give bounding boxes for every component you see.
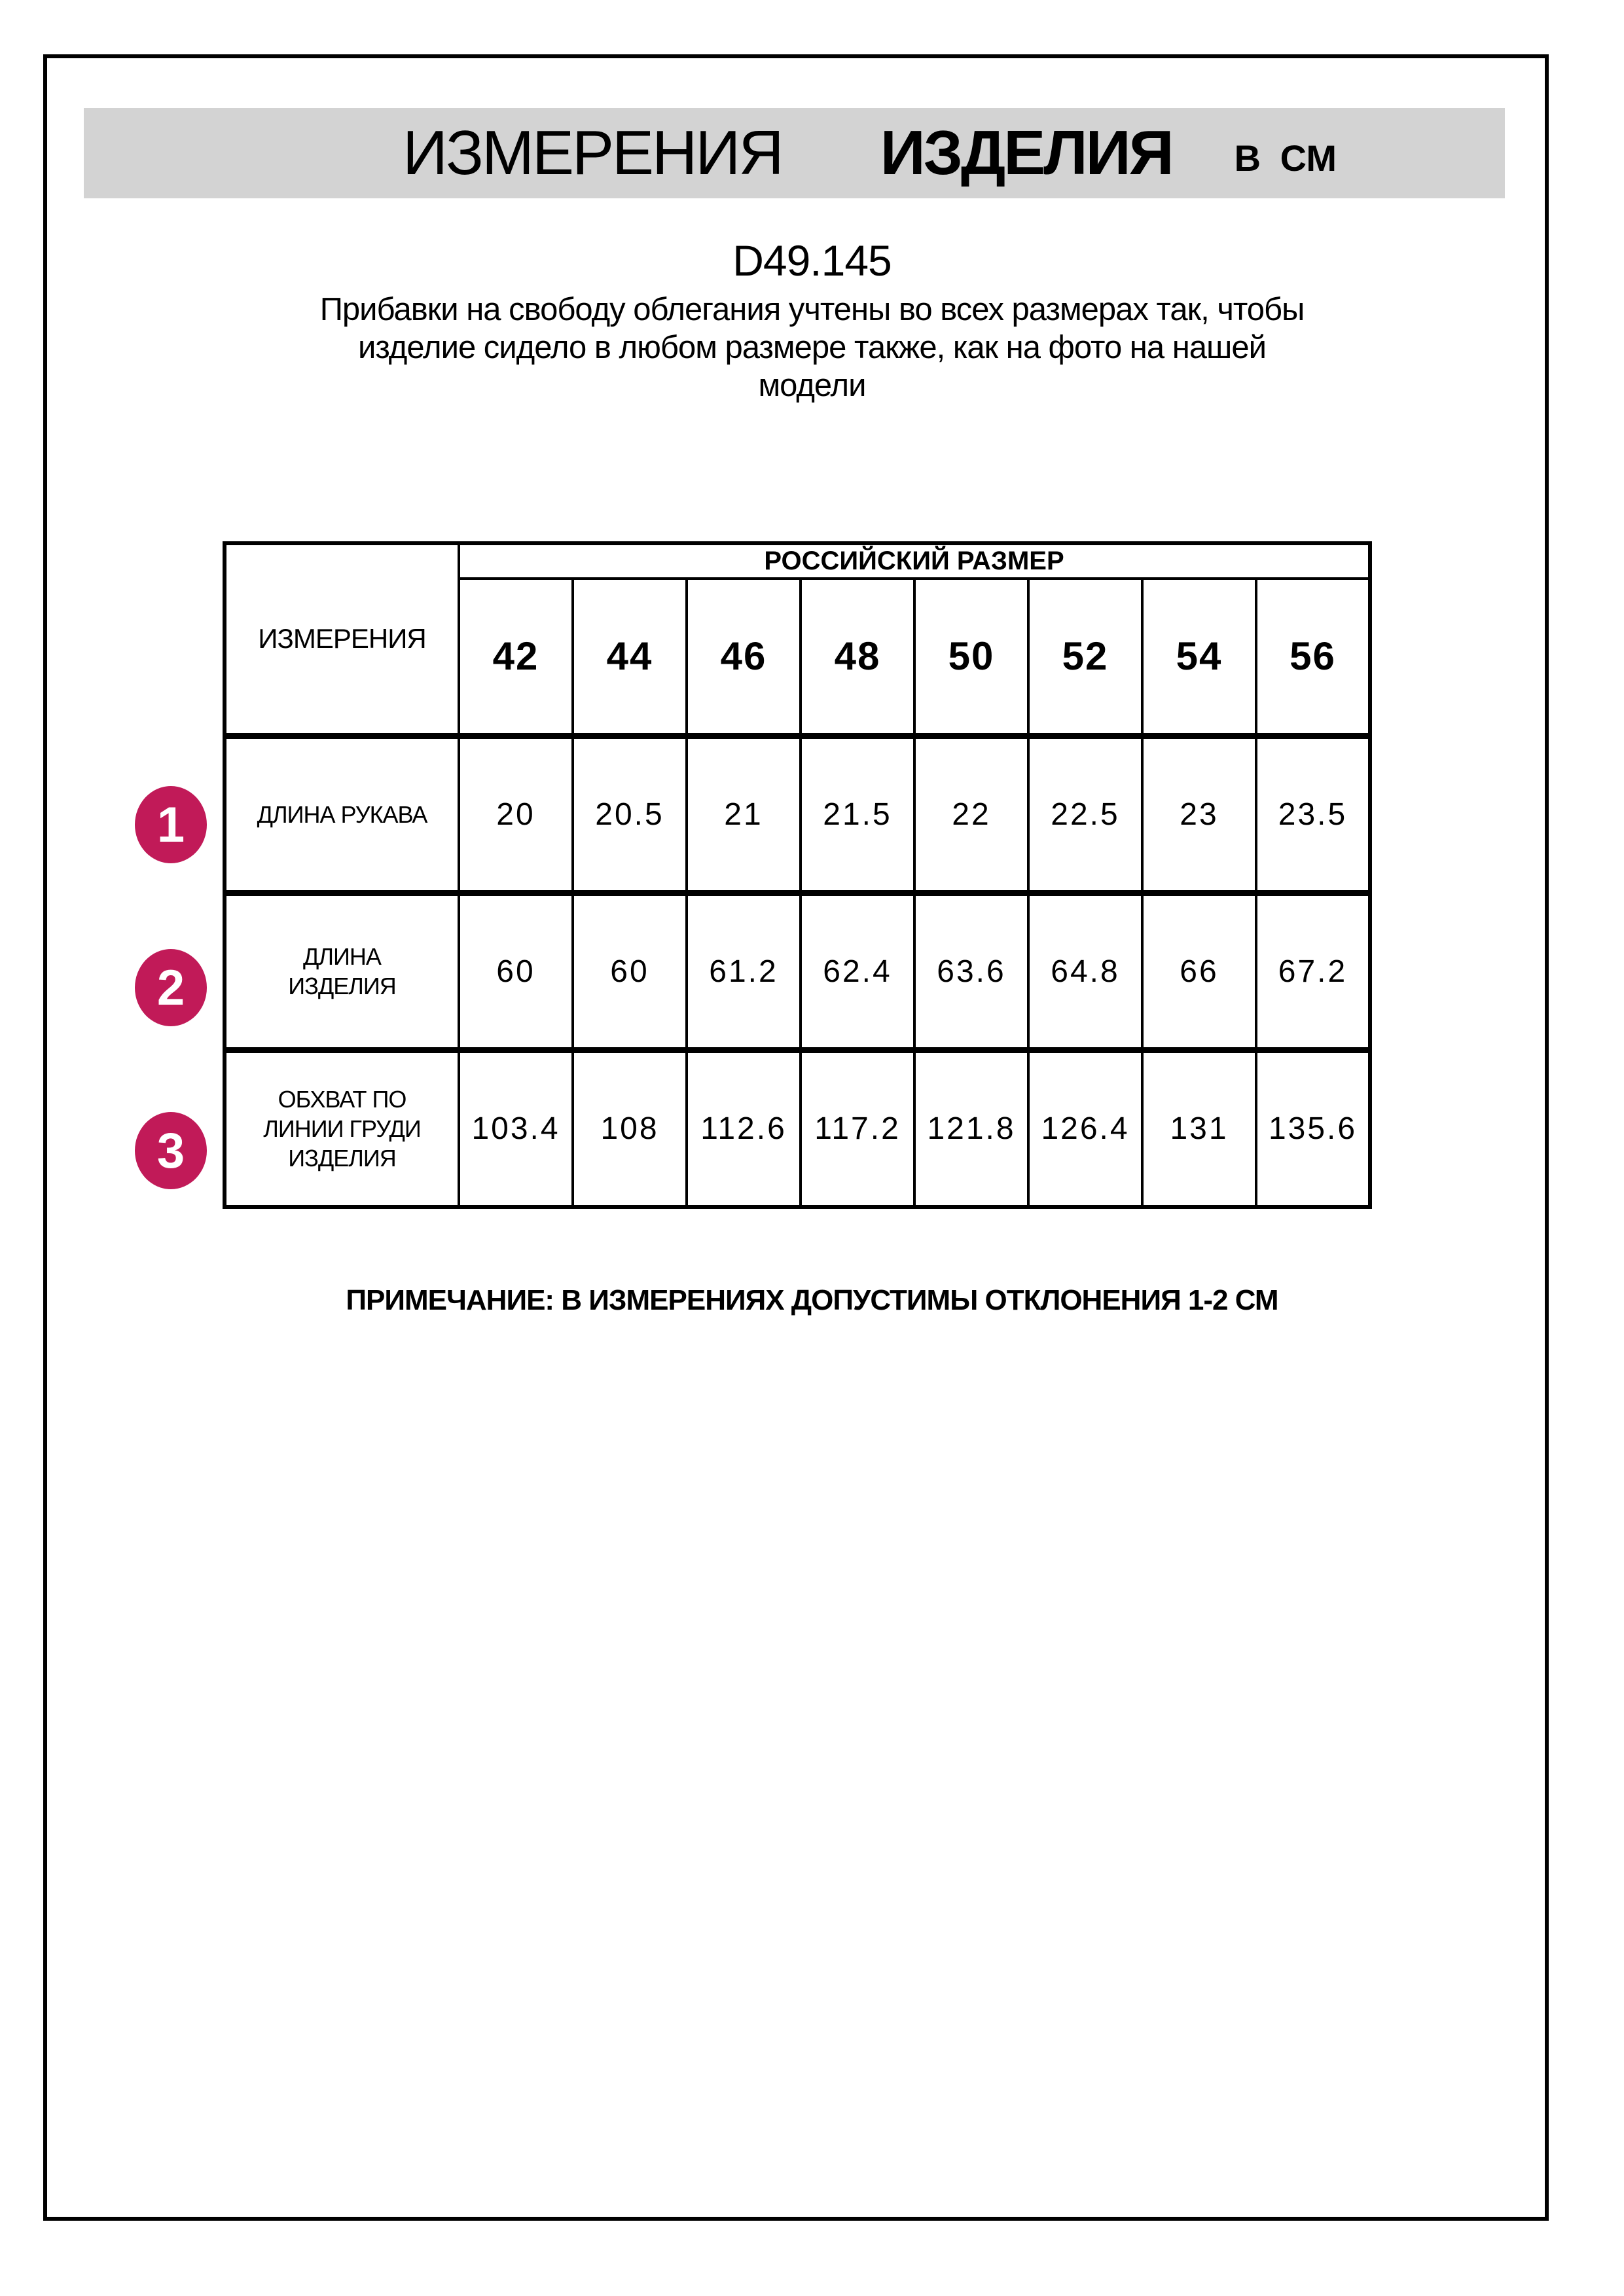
row-label-line: ИЗДЕЛИЯ xyxy=(288,1145,396,1172)
size-table xyxy=(223,541,1372,1209)
value-cell: 20.5 xyxy=(573,736,687,893)
description-line: изделие сидело в любом размере также, как на фото на нашей xyxy=(358,330,1266,365)
row-marker-number: 1 xyxy=(156,797,185,853)
value-cell: 21 xyxy=(687,736,801,893)
size-header-cell: 50 xyxy=(914,579,1028,736)
value-cell: 22 xyxy=(914,736,1028,893)
value-cell: 23 xyxy=(1142,736,1256,893)
value-cell: 117.2 xyxy=(801,1050,914,1207)
table-row-chest-girth xyxy=(225,1050,1370,1207)
value-cell: 131 xyxy=(1142,1050,1256,1207)
description-text xyxy=(0,291,1624,404)
table-row-sleeve-length xyxy=(225,736,1370,893)
product-code: D49.145 xyxy=(732,236,892,285)
title-word-measurements: ИЗМЕРЕНИЯ xyxy=(403,118,782,188)
value-cell: 67.2 xyxy=(1256,893,1370,1050)
value-cell: 20 xyxy=(459,736,573,893)
table-header-row-group xyxy=(225,543,1370,579)
row-label-cell xyxy=(225,893,459,1050)
title-word-product: ИЗДЕЛИЯ xyxy=(880,118,1172,188)
title-banner xyxy=(84,108,1505,198)
value-cell: 112.6 xyxy=(687,1050,801,1207)
value-cell: 60 xyxy=(459,893,573,1050)
measurements-header-cell: ИЗМЕРЕНИЯ xyxy=(225,543,459,736)
size-header-cell: 54 xyxy=(1142,579,1256,736)
row-marker-2 xyxy=(135,949,207,1026)
value-cell: 21.5 xyxy=(801,736,914,893)
table-row-item-length xyxy=(225,893,1370,1050)
title-units: В СМ xyxy=(1234,137,1337,179)
row-label-cell xyxy=(225,736,459,893)
value-cell: 62.4 xyxy=(801,893,914,1050)
row-marker-1 xyxy=(135,786,207,863)
row-label-cell xyxy=(225,1050,459,1207)
size-header-cell: 48 xyxy=(801,579,914,736)
row-label-line: ДЛИНА xyxy=(303,943,381,970)
value-cell: 135.6 xyxy=(1256,1050,1370,1207)
value-cell: 22.5 xyxy=(1028,736,1142,893)
value-cell: 121.8 xyxy=(914,1050,1028,1207)
row-label-line: ОБХВАТ ПО xyxy=(278,1086,406,1113)
size-header-cell: 46 xyxy=(687,579,801,736)
row-label-line: ИЗДЕЛИЯ xyxy=(288,973,396,999)
row-label-line: ДЛИНА РУКАВА xyxy=(257,800,427,828)
row-label-line: ЛИНИИ ГРУДИ xyxy=(263,1115,421,1143)
value-cell: 126.4 xyxy=(1028,1050,1142,1207)
description-line: Прибавки на свободу облегания учтены во всех размерах так, чтобы xyxy=(319,292,1305,327)
value-cell: 108 xyxy=(573,1050,687,1207)
note-text: ПРИМЕЧАНИЕ: В ИЗМЕРЕНИЯХ ДОПУСТИМЫ ОТКЛОНЕНИЯ 1-2 СМ xyxy=(346,1284,1278,1316)
row-marker-number: 2 xyxy=(156,960,185,1016)
row-marker-number: 3 xyxy=(156,1122,185,1179)
size-header-cell: 56 xyxy=(1256,579,1370,736)
value-cell: 60 xyxy=(573,893,687,1050)
value-cell: 66 xyxy=(1142,893,1256,1050)
russian-size-header-cell: РОССИЙСКИЙ РАЗМЕР xyxy=(459,543,1370,579)
value-cell: 64.8 xyxy=(1028,893,1142,1050)
value-cell: 61.2 xyxy=(687,893,801,1050)
value-cell: 103.4 xyxy=(459,1050,573,1207)
size-header-cell: 44 xyxy=(573,579,687,736)
size-header-cell: 42 xyxy=(459,579,573,736)
row-marker-3 xyxy=(135,1112,207,1189)
size-header-cell: 52 xyxy=(1028,579,1142,736)
value-cell: 63.6 xyxy=(914,893,1028,1050)
value-cell: 23.5 xyxy=(1256,736,1370,893)
description-line: модели xyxy=(758,368,866,403)
